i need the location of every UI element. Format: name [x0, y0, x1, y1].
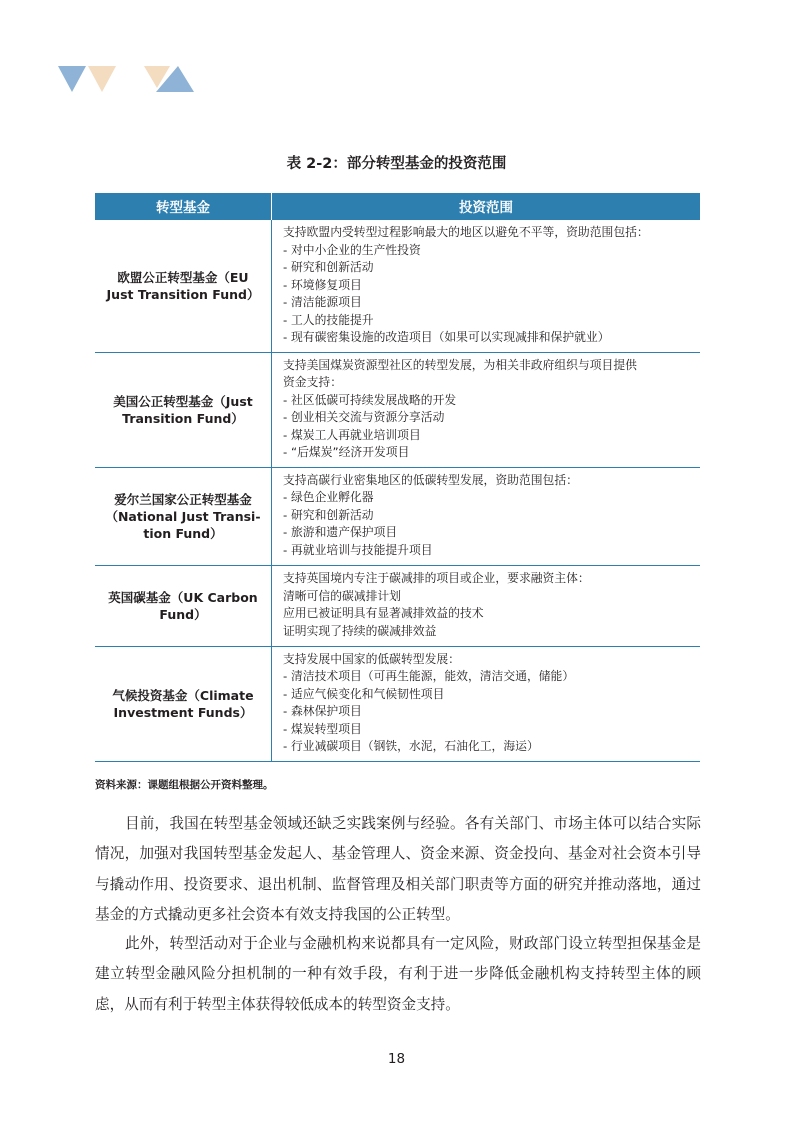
header-scope: 投资范围	[272, 193, 701, 220]
scope-line: - 研究和创新活动	[283, 507, 374, 522]
triangle-blue-left-icon	[58, 66, 86, 92]
triangle-tan-icon	[88, 66, 116, 92]
fund-name-line: Fund）	[159, 606, 207, 622]
fund-scope	[272, 220, 701, 353]
body-paragraph-1: 目前，我国在转型基金领域还缺乏实践案例与经验。各有关部门、市场主体可以结合实际情况，加强对我国转型基金发起人、基金管理人、资金来源、资金投向、基金对社会资本引导与撬动作用、投资要求、退出机制、监督管理及相关部门职责等方面的研究并推动落地，通过基金的方式撬动更多社会资本有效支持我国的公正转型。	[95, 815, 701, 923]
fund-name-line: Transition Fund）	[122, 410, 244, 426]
scope-line: - 清洁能源项目	[283, 295, 362, 309]
fund-name-line: 欧盟公正转型基金（EU	[117, 269, 249, 285]
fund-name-line: （National Just Transi-	[105, 508, 261, 524]
fund-name	[95, 467, 272, 565]
scope-line: - 清洁技术项目（可再生能源，能效，清洁交通，储能）	[283, 669, 575, 683]
scope-line: - 森林保护项目	[283, 704, 362, 718]
scope-line: - “后煤炭”经济开发项目	[283, 445, 410, 459]
fund-name-line: 爱尔兰国家公正转型基金	[114, 491, 252, 507]
fund-scope	[272, 565, 701, 646]
scope-line: 支持发展中国家的低碳转型发展：	[283, 651, 460, 666]
fund-name	[95, 352, 272, 467]
scope-line: 支持英国境内专注于碳减排的项目或企业，要求融资主体：	[283, 571, 590, 585]
scope-line: - 环境修复项目	[283, 277, 362, 292]
scope-line: - 行业减碳项目（钢铁，水泥，石油化工，海运）	[283, 739, 539, 753]
scope-line: - 研究和创新活动	[283, 260, 374, 274]
scope-line: - 创业相关交流与资源分享活动	[283, 410, 445, 424]
table-header-row	[95, 193, 700, 220]
table-row	[95, 220, 700, 353]
scope-line: 支持美国煤炭资源型社区的转型发展，为相关非政府组织与项目提供	[283, 357, 637, 372]
scope-line: 证明实现了持续的碳减排效益	[283, 623, 437, 638]
scope-line: 支持高碳行业密集地区的低碳转型发展，资助范围包括：	[283, 472, 578, 487]
fund-name	[95, 646, 272, 761]
decorative-triangles-logo	[58, 66, 198, 94]
table-row	[95, 646, 700, 761]
scope-line: - 适应气候变化和气候韧性项目	[283, 686, 445, 701]
fund-name	[95, 565, 272, 646]
table-caption: 表 2-2：部分转型基金的投资范围	[286, 156, 507, 172]
scope-line: - 旅游和遗产保护项目	[283, 525, 398, 540]
fund-scope	[272, 467, 701, 565]
scope-line: - 对中小企业的生产性投资	[283, 242, 421, 257]
fund-name-line: 英国碳基金（UK Carbon	[108, 589, 258, 605]
scope-line: 应用已被证明具有显著减排效益的技术	[283, 606, 484, 620]
scope-line: - 再就业培训与技能提升项目	[283, 542, 433, 557]
fund-name-line: Just Transition Fund）	[106, 286, 260, 302]
table-row	[95, 467, 700, 565]
fund-name-line: 气候投资基金（Climate	[112, 687, 254, 703]
fund-name-line: tion Fund）	[143, 525, 223, 541]
fund-table	[95, 193, 700, 762]
fund-name	[95, 220, 272, 353]
scope-line: - 现有碳密集设施的改造项目（如果可以实现减排和保护就业）	[283, 330, 610, 344]
scope-line: - 绿色企业孵化器	[283, 490, 374, 505]
scope-line: - 煤炭转型项目	[283, 721, 362, 736]
scope-line: 清晰可信的碳减排计划	[283, 588, 401, 603]
source-note: 资料来源：课题组根据公开资料整理。	[95, 779, 274, 791]
table-row	[95, 352, 700, 467]
scope-line: 支持欧盟内受转型过程影响最大的地区以避免不平等，资助范围包括：	[283, 225, 649, 239]
table-body	[95, 220, 700, 762]
header-fund: 转型基金	[95, 193, 272, 220]
fund-name-line: Investment Funds）	[113, 704, 253, 720]
fund-name-line: 美国公正转型基金（Just	[113, 393, 253, 409]
table-row	[95, 565, 700, 646]
fund-scope	[272, 352, 701, 467]
scope-line: 资金支持：	[283, 375, 342, 389]
scope-line: - 工人的技能提升	[283, 312, 374, 327]
fund-scope	[272, 646, 701, 761]
scope-line: - 社区低碳可持续发展战略的开发	[283, 392, 457, 407]
body-paragraph-2: 此外，转型活动对于企业与金融机构来说都具有一定风险，财政部门设立转型担保基金是建立转型金融风险分担机制的一种有效手段，有利于进一步降低金融机构支持转型主体的顾虑，从而有利于转型主体获得较低成本的转型资金支持。	[95, 935, 701, 1013]
scope-line: - 煤炭工人再就业培训项目	[283, 427, 421, 442]
page-number: 18	[387, 1051, 406, 1067]
